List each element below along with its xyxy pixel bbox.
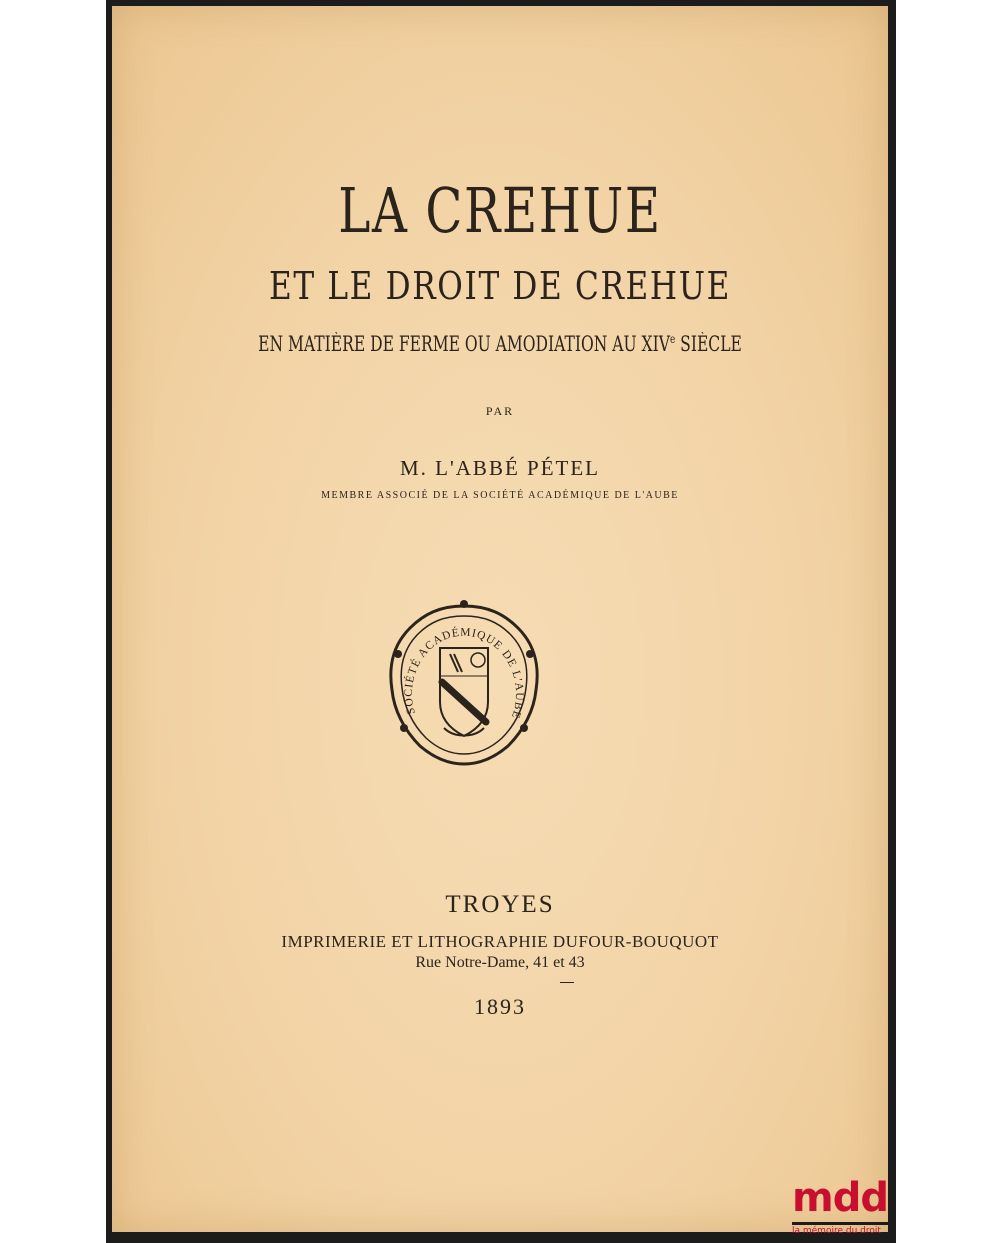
cover-title: LA CREHUE: [338, 174, 662, 247]
society-seal-emblem: [384, 598, 544, 768]
logo-letters: [792, 1176, 888, 1220]
publication-city: TROYES: [445, 891, 555, 918]
author-affiliation: MEMBRE ASSOCIÉ DE LA SOCIÉTÉ ACADÉMIQUE DE L'AUBE: [321, 490, 679, 501]
divider: [560, 982, 574, 983]
subject-text-end: SIÈCLE: [675, 332, 742, 356]
mdd-logo: [792, 1176, 892, 1240]
author-name: M. L'ABBÉ PÉTEL: [399, 456, 601, 480]
logo-letter-m: m: [792, 1175, 833, 1221]
cover-subject-line: [213, 332, 787, 356]
publication-year: 1893: [474, 994, 526, 1019]
seal-text: SOCIÉTÉ ACADÉMIQUE DE L'AUBE: [402, 626, 526, 721]
printer-name: IMPRIMERIE ET LITHOGRAPHIE DUFOUR-BOUQUOT: [281, 932, 719, 951]
logo-tagline: la mémoire du droit: [792, 1226, 881, 1236]
cover-subtitle: ET LE DROIT DE CREHUE: [268, 264, 732, 308]
subject-superscript: e: [669, 332, 676, 346]
by-label: PAR: [485, 404, 515, 418]
printer-address: Rue Notre-Dame, 41 et 43: [415, 954, 585, 971]
logo-letters-dd: dd: [832, 1175, 888, 1221]
logo-underline: [792, 1222, 888, 1225]
book-cover: [112, 6, 888, 1232]
subject-text: EN MATIÈRE DE FERME OU AMODIATION AU XIV: [258, 332, 670, 356]
